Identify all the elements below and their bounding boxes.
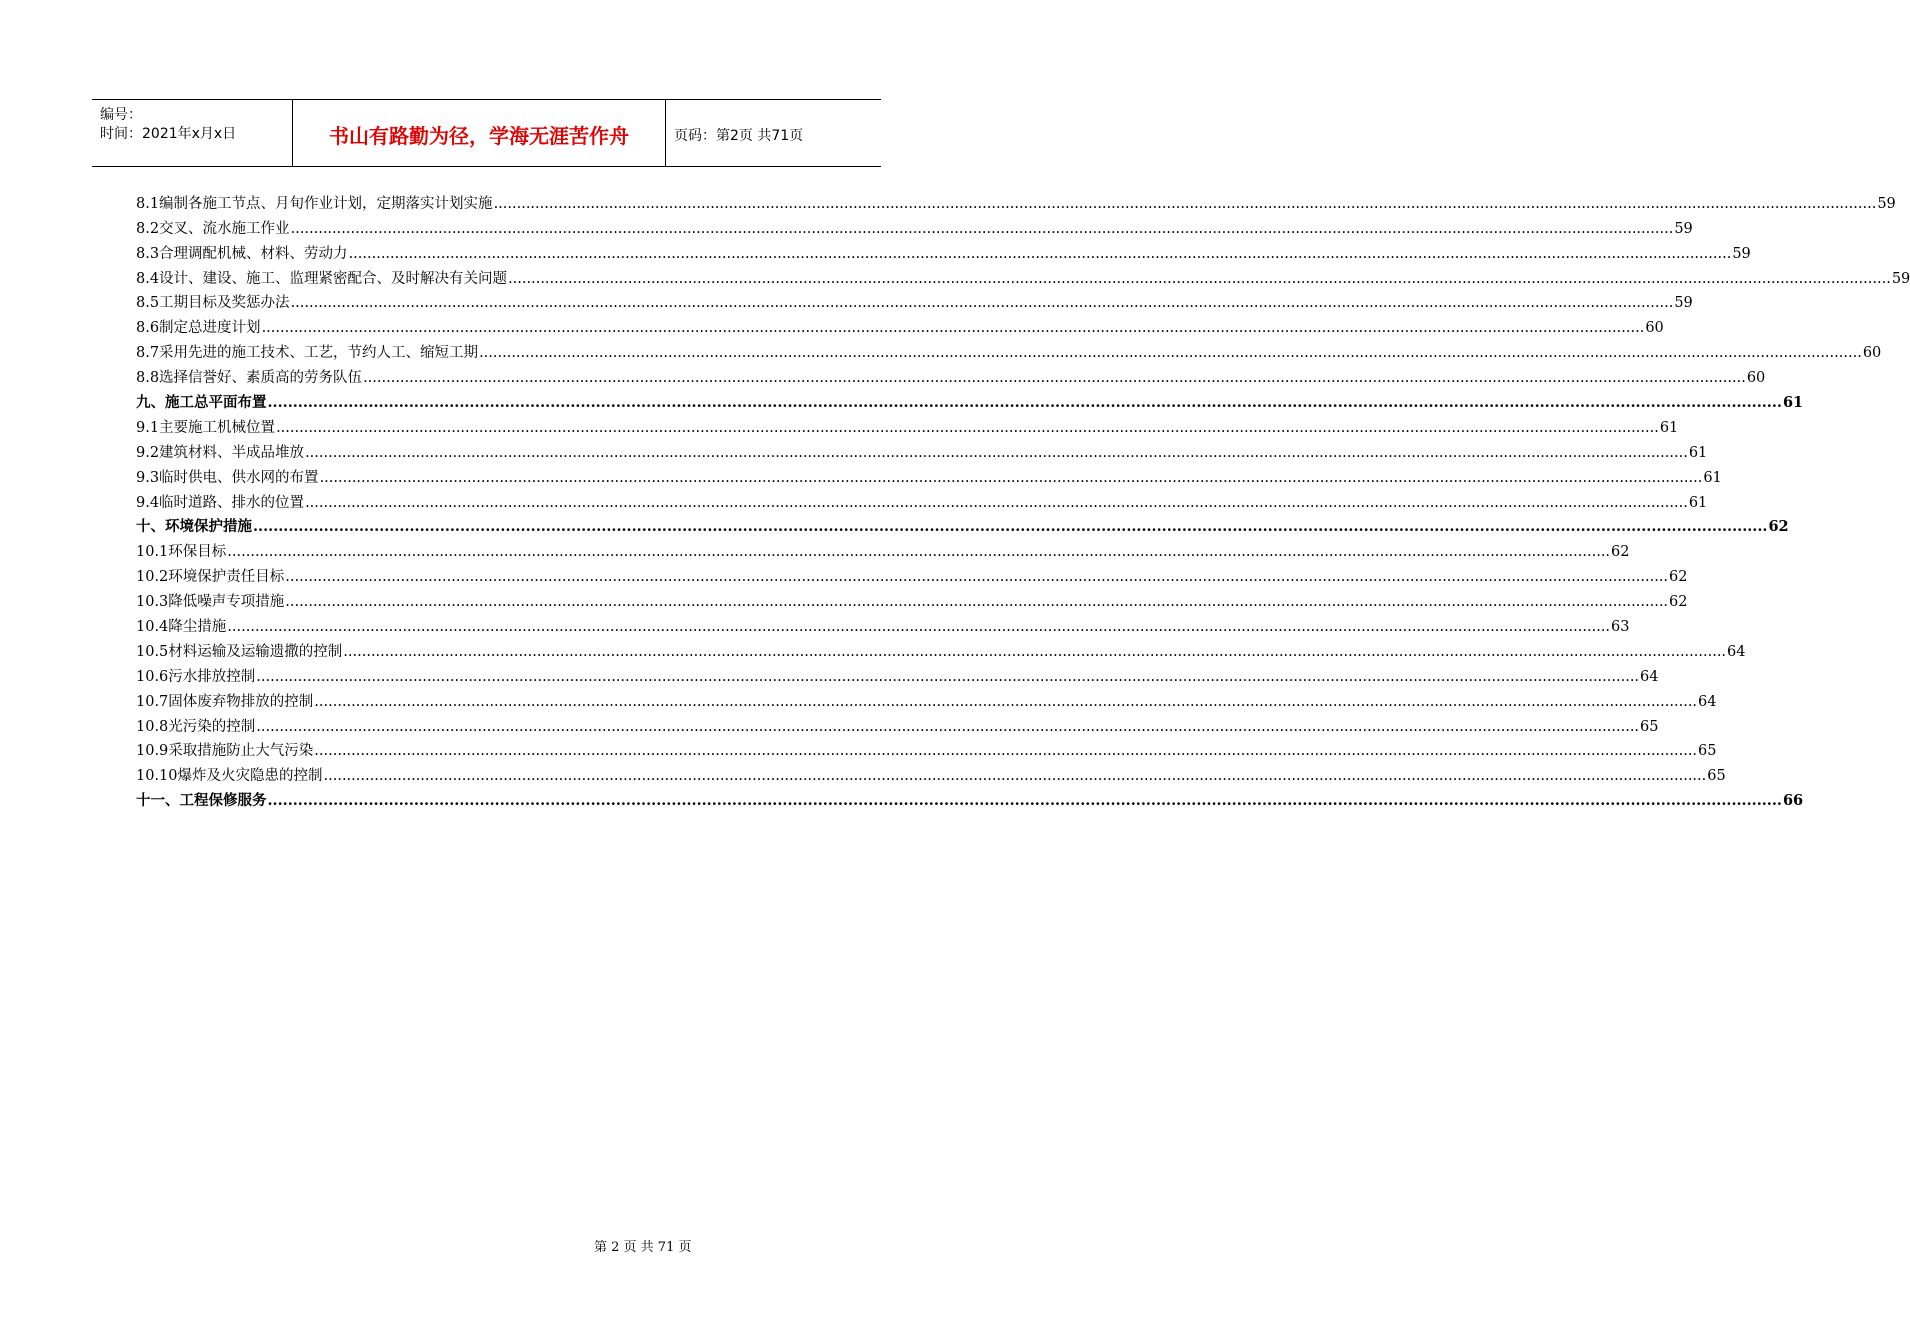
toc-entry-title: 8.7采用先进的施工技术、工艺，节约人工、缩短工期 xyxy=(136,345,479,362)
toc-entry-page: 61 xyxy=(1659,419,1679,436)
toc-entry-title: 9.4临时道路、排水的位置 xyxy=(136,494,305,511)
toc-entry[interactable] xyxy=(136,363,1766,388)
toc-entry-page: 66 xyxy=(1782,792,1804,810)
toc-dot-leader: ............................................................................................................................................................................................................................................................................................................ xyxy=(290,220,1674,237)
toc-entry[interactable] xyxy=(136,587,1688,612)
toc-entry-page: 60 xyxy=(1746,370,1766,387)
toc-entry[interactable] xyxy=(136,438,1708,463)
toc-dot-leader: ............................................................................................................................................................................................................................................................................................................ xyxy=(290,295,1674,312)
toc-entry-page: 61 xyxy=(1688,444,1708,461)
toc-dot-leader: ............................................................................................................................................................................................................................................................................................................ xyxy=(267,792,1782,810)
toc-entry-page: 65 xyxy=(1640,718,1659,735)
toc-dot-leader: ............................................................................................................................................................................................................................................................................................................ xyxy=(363,370,1746,387)
page-footer: 第 2 页 共 71 页 xyxy=(594,1240,692,1255)
toc-entry-page: 59 xyxy=(1732,245,1751,262)
toc-entry-page: 61 xyxy=(1688,494,1708,511)
toc-entry-page: 60 xyxy=(1862,345,1882,362)
toc-entry-title: 9.3临时供电、供水网的布置 xyxy=(136,469,319,486)
header-page-info: 页码：第2页 共71页 xyxy=(674,128,804,144)
toc-entry[interactable] xyxy=(136,239,1751,264)
toc-entry-title: 10.7固体废弃物排放的控制 xyxy=(136,693,314,710)
toc-entry-page: 64 xyxy=(1727,643,1746,660)
toc-entry[interactable] xyxy=(136,313,1664,338)
toc-entry[interactable] xyxy=(136,537,1630,562)
toc-entry-title: 十一、工程保修服务 xyxy=(136,792,267,810)
toc-entry[interactable] xyxy=(136,637,1746,662)
toc-dot-leader: ............................................................................................................................................................................................................................................................................................................ xyxy=(348,245,1732,262)
toc-entry-page: 62 xyxy=(1611,544,1630,561)
toc-entry-title: 8.4设计、建设、施工、监理紧密配合、及时解决有关问题 xyxy=(136,270,508,287)
toc-entry[interactable] xyxy=(136,662,1659,687)
toc-entry-title: 10.4降尘措施 xyxy=(136,619,227,636)
toc-entry-title: 8.2交叉、流水施工作业 xyxy=(136,220,290,237)
toc-entry[interactable] xyxy=(136,488,1708,513)
toc-dot-leader: ............................................................................................................................................................................................................................................................................................................ xyxy=(267,394,1782,412)
header-time-label: 时间：2021年x月x日 xyxy=(100,126,237,142)
toc-entry-title: 10.2环境保护责任目标 xyxy=(136,569,285,586)
header-number-label: 编号： xyxy=(100,107,142,123)
toc-dot-leader: ............................................................................................................................................................................................................................................................................................................ xyxy=(314,743,1698,760)
toc-dot-leader: ............................................................................................................................................................................................................................................................................................................ xyxy=(276,419,1659,436)
header-meta xyxy=(100,106,290,144)
toc-entry-title: 8.3合理调配机械、材料、劳动力 xyxy=(136,245,348,262)
toc-entry-title: 10.1环保目标 xyxy=(136,544,227,561)
toc-entry-page: 62 xyxy=(1669,594,1688,611)
toc-entry[interactable] xyxy=(136,612,1630,637)
toc-dot-leader: ............................................................................................................................................................................................................................................................................................................ xyxy=(479,345,1862,362)
toc-dot-leader: ............................................................................................................................................................................................................................................................................................................ xyxy=(493,195,1877,212)
toc-entry-page: 59 xyxy=(1877,195,1896,212)
toc-entry-title: 10.8光污染的控制 xyxy=(136,718,256,735)
toc-entry-page: 63 xyxy=(1611,619,1630,636)
header-motto: 书山有路勤为径，学海无涯苦作舟 xyxy=(329,124,629,148)
toc-entry-title: 8.6制定总进度计划 xyxy=(136,320,261,337)
toc-entry[interactable] xyxy=(136,737,1717,762)
toc-dot-leader: ............................................................................................................................................................................................................................................................................................................ xyxy=(256,668,1640,685)
toc-entry[interactable] xyxy=(136,562,1688,587)
toc-entry-page: 59 xyxy=(1674,295,1693,312)
toc-dot-leader: ............................................................................................................................................................................................................................................................................................................ xyxy=(343,643,1727,660)
toc-entry-page: 61 xyxy=(1782,394,1804,412)
toc-entry-title: 8.5工期目标及奖惩办法 xyxy=(136,295,290,312)
toc-entry-page: 64 xyxy=(1640,668,1659,685)
toc-entry-page: 59 xyxy=(1674,220,1693,237)
toc-entry-title: 10.6污水排放控制 xyxy=(136,668,256,685)
toc-entry-page: 59 xyxy=(1891,270,1910,287)
toc-dot-leader: ............................................................................................................................................................................................................................................................................................................ xyxy=(508,270,1891,287)
toc-entry-page: 62 xyxy=(1768,518,1789,536)
toc-entry-title: 10.5材料运输及运输遗撒的控制 xyxy=(136,643,343,660)
toc-dot-leader: ............................................................................................................................................................................................................................................................................................................ xyxy=(323,768,1707,785)
toc-entry-page: 64 xyxy=(1698,693,1717,710)
toc-entry[interactable] xyxy=(136,761,1726,786)
toc-entry-title: 10.9采取措施防止大气污染 xyxy=(136,743,314,760)
page-header xyxy=(92,99,881,167)
toc-dot-leader: ............................................................................................................................................................................................................................................................................................................ xyxy=(227,544,1611,561)
toc-entry[interactable] xyxy=(136,712,1659,737)
toc-dot-leader: ............................................................................................................................................................................................................................................................................................................ xyxy=(285,594,1669,611)
toc-entry-page: 61 xyxy=(1703,469,1722,486)
toc-dot-leader: ............................................................................................................................................................................................................................................................................................................ xyxy=(261,320,1645,337)
toc-dot-leader: ............................................................................................................................................................................................................................................................................................................ xyxy=(319,469,1703,486)
toc-entry[interactable] xyxy=(136,463,1722,488)
toc-dot-leader: ............................................................................................................................................................................................................................................................................................................ xyxy=(227,619,1611,636)
toc-entry-title: 10.3降低噪声专项措施 xyxy=(136,594,285,611)
toc-dot-leader: ............................................................................................................................................................................................................................................................................................................ xyxy=(253,518,1768,536)
toc-entry-title: 10.10爆炸及火灾隐患的控制 xyxy=(136,768,323,785)
toc-entry-page: 65 xyxy=(1698,743,1717,760)
toc-entry-title: 十、环境保护措施 xyxy=(136,518,252,536)
toc-entry[interactable] xyxy=(136,189,1896,214)
toc-entry[interactable] xyxy=(136,513,1789,538)
toc-entry-title: 9.1主要施工机械位置 xyxy=(136,419,276,436)
toc-entry-page: 62 xyxy=(1669,569,1688,586)
toc-entry[interactable] xyxy=(136,413,1679,438)
header-divider-right xyxy=(665,100,666,166)
table-of-contents xyxy=(136,189,1910,811)
toc-dot-leader: ............................................................................................................................................................................................................................................................................................................ xyxy=(305,494,1688,511)
toc-entry-page: 60 xyxy=(1645,320,1664,337)
toc-entry-title: 8.1编制各施工节点、月旬作业计划，定期落实计划实施 xyxy=(136,195,493,212)
toc-entry-title: 8.8选择信誉好、素质高的劳务队伍 xyxy=(136,370,363,387)
toc-entry-title: 9.2建筑材料、半成品堆放 xyxy=(136,444,305,461)
toc-entry[interactable] xyxy=(136,289,1693,314)
toc-entry-page: 65 xyxy=(1707,768,1726,785)
toc-dot-leader: ............................................................................................................................................................................................................................................................................................................ xyxy=(314,693,1698,710)
toc-entry[interactable] xyxy=(136,687,1717,712)
toc-entry[interactable] xyxy=(136,388,1804,413)
toc-dot-leader: ............................................................................................................................................................................................................................................................................................................ xyxy=(285,569,1669,586)
toc-entry[interactable] xyxy=(136,264,1910,289)
toc-entry[interactable] xyxy=(136,338,1882,363)
toc-entry[interactable] xyxy=(136,214,1693,239)
toc-dot-leader: ............................................................................................................................................................................................................................................................................................................ xyxy=(305,444,1688,461)
toc-entry[interactable] xyxy=(136,786,1804,811)
toc-entry-title: 九、施工总平面布置 xyxy=(136,394,267,412)
toc-dot-leader: ............................................................................................................................................................................................................................................................................................................ xyxy=(256,718,1640,735)
